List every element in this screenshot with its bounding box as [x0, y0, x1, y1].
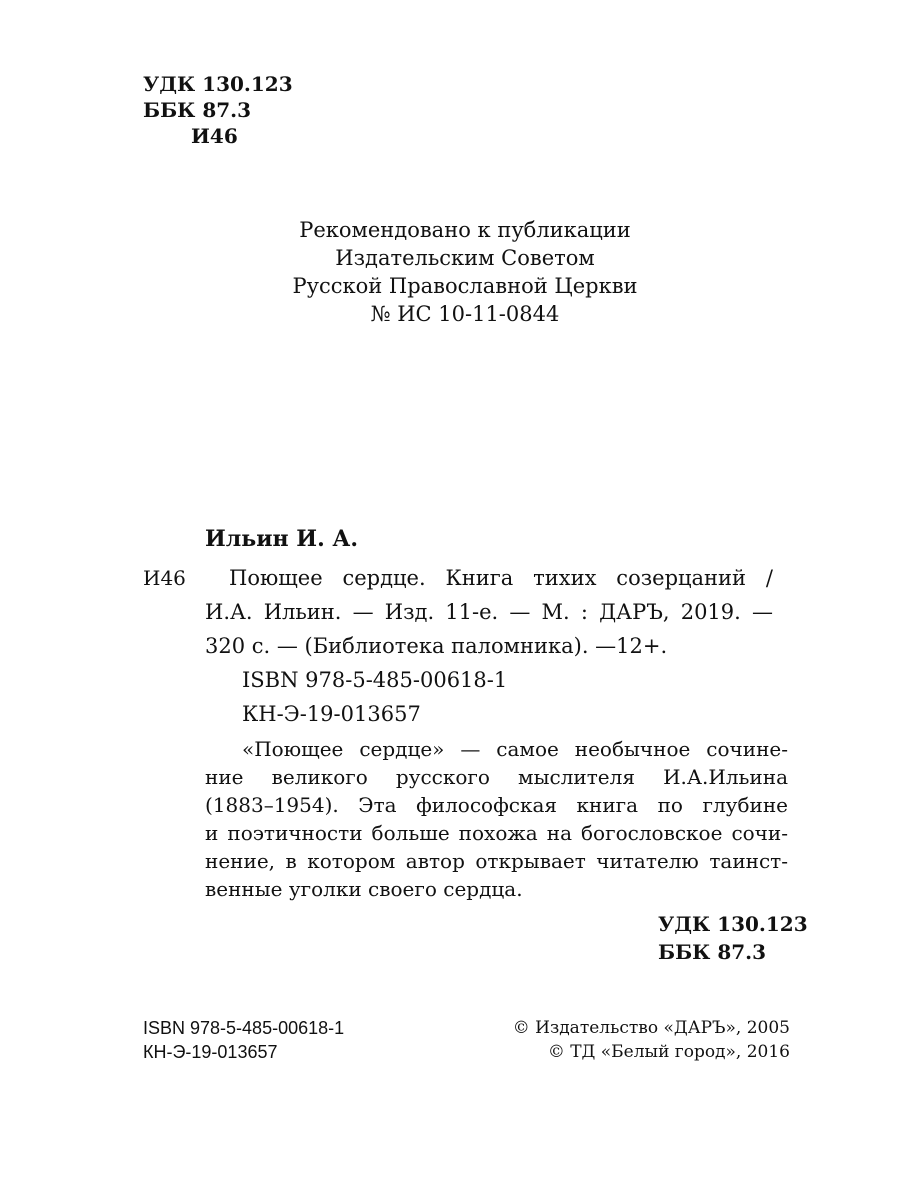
bib-kn: КН-Э-19-013657: [242, 702, 421, 726]
author-heading: Ильин И. А.: [205, 526, 358, 552]
top-left-classification: [143, 71, 293, 149]
annotation-line-1: «Поющее сердце» — самое необычное сочине-: [242, 737, 788, 761]
classification-udk: УДК 130.123: [658, 912, 808, 936]
annotation-line-4: и поэтичности больше похожа на богословское сочи-: [205, 821, 788, 845]
annotation-line-5: нение, в котором автор открывает читателю таинст-: [205, 849, 788, 873]
recommendation-line-3: Русской Православной Церкви: [292, 274, 638, 298]
annotation-line-2: ние великого русского мыслителя И.А.Ильина: [205, 765, 788, 789]
recommendation-number: № ИС 10-11-0844: [370, 302, 560, 326]
footer-kn: КН-Э-19-013657: [143, 1042, 278, 1062]
recommendation-line-2: Издательским Советом: [335, 246, 595, 270]
footer-copyright: [513, 1016, 790, 1064]
udk-code: УДК 130.123: [143, 72, 293, 96]
author-mark: И46: [191, 124, 238, 148]
copyright-trade-house: © ТД «Белый город», 2016: [547, 1042, 790, 1062]
bib-isbn: ISBN 978-5-485-00618-1: [242, 668, 508, 692]
classification-bbk: ББК 87.3: [658, 940, 767, 964]
bib-line-3: 320 с. — (Библиотека паломника). —12+.: [205, 634, 668, 658]
author-code: И46: [143, 566, 186, 590]
copyright-publisher: © Издательство «ДАРЪ», 2005: [512, 1018, 790, 1038]
annotation-line-6: венные уголки своего сердца.: [205, 877, 523, 901]
bib-line-2: И.А. Ильин. — Изд. 11-е. — М. : ДАРЪ, 2019. —: [205, 600, 773, 624]
footer-identifiers: [143, 1016, 344, 1064]
annotation-line-3: (1883–1954). Эта философская книга по глубине: [205, 793, 788, 817]
bib-line-1: Поющее сердце. Книга тихих созерцаний /: [229, 566, 773, 590]
recommendation-block: [0, 216, 900, 328]
annotation: [205, 735, 788, 903]
recommendation-line-1: Рекомендовано к публикации: [299, 218, 631, 242]
classification-block: [658, 910, 808, 966]
bbk-code: ББК 87.3: [143, 98, 252, 122]
footer-isbn: ISBN 978-5-485-00618-1: [143, 1018, 345, 1038]
bibliographic-description: [205, 561, 773, 731]
